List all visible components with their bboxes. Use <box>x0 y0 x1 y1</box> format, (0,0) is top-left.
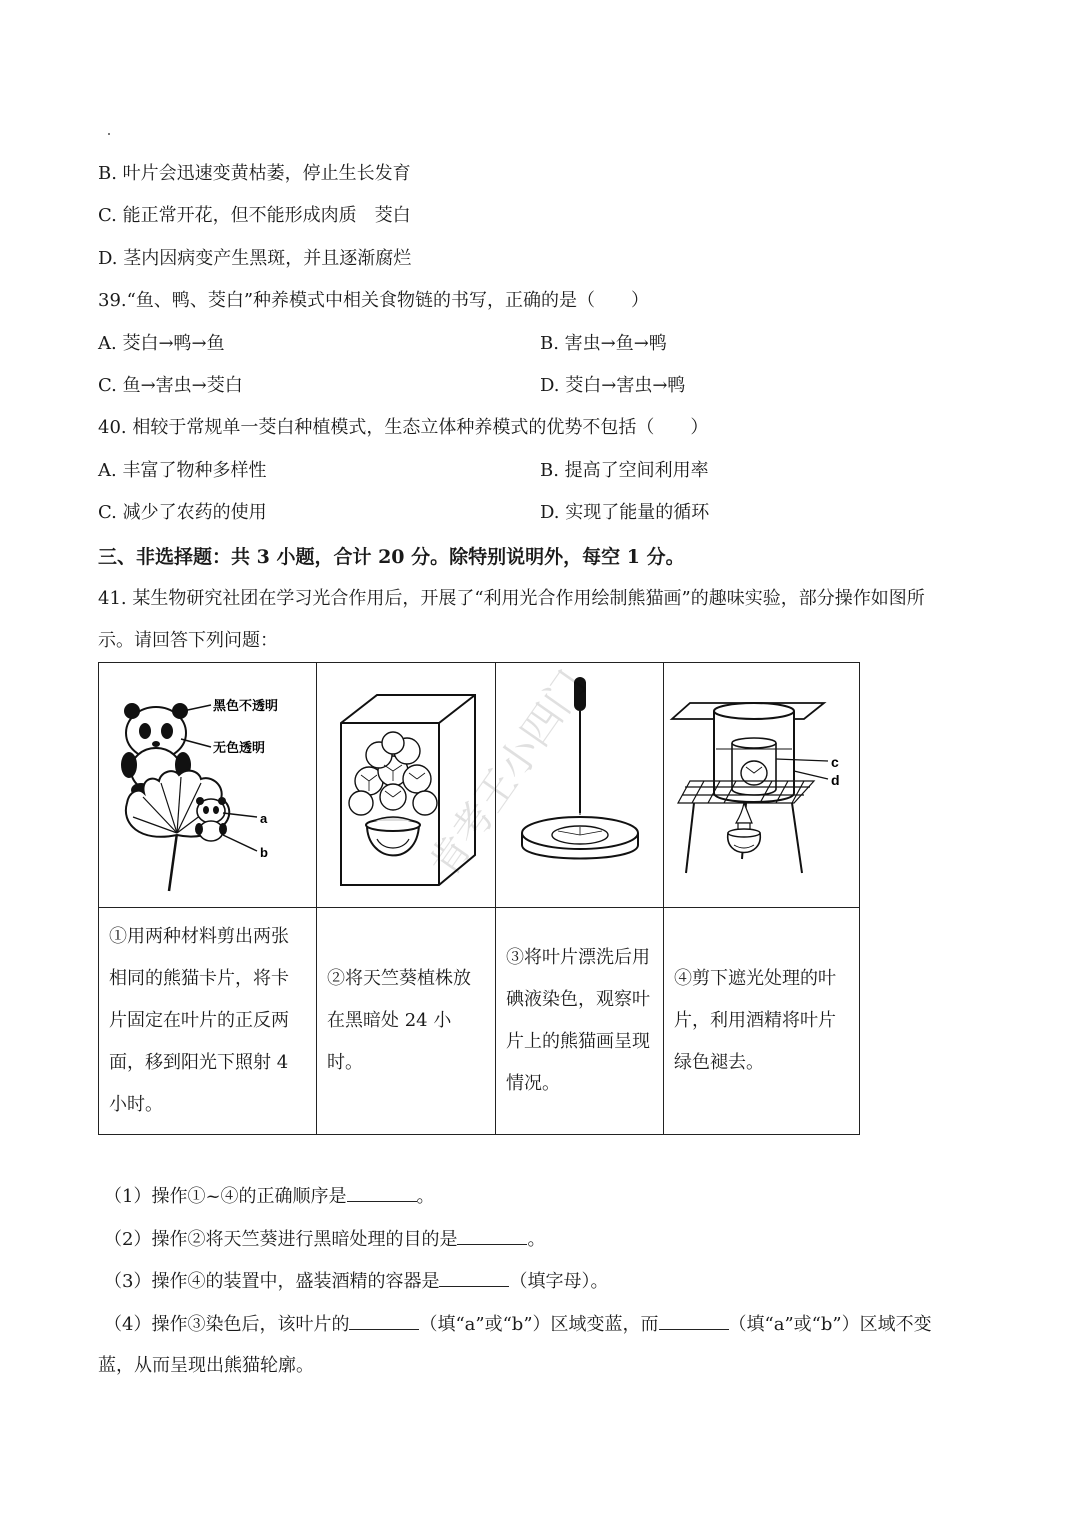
q41-sub-3-suffix: （填字母）。 <box>509 1271 609 1292</box>
q41-sub-4-suffix: （填“a”或“b”）区域不变 <box>728 1314 932 1335</box>
step-1-text: ①用两种材料剪出两张相同的熊猫卡片，将卡片固定在叶片的正反两面，移到阳光下照射 4 小时。 <box>99 908 317 1135</box>
q39-option-c[interactable]: C. 鱼→害虫→茭白 <box>98 375 243 396</box>
q40-option-d[interactable]: D. 实现了能量的循环 <box>540 502 710 523</box>
figure-alcohol-bath <box>664 663 860 908</box>
answer-blank-3[interactable] <box>439 1268 509 1287</box>
experiment-table <box>98 662 860 1135</box>
answer-blank-1[interactable] <box>347 1183 417 1202</box>
figure-iodine-staining <box>496 663 664 908</box>
step-2-text: ②将天竺葵植株放在黑暗处 24 小时。 <box>317 908 496 1135</box>
q40-option-c[interactable]: C. 减少了农药的使用 <box>98 502 267 523</box>
q41-sub-3 <box>104 1268 608 1294</box>
q41-stem-line2: 示。请回答下列问题： <box>98 630 278 651</box>
q39-option-a[interactable]: A. 茭白→鸭→鱼 <box>98 333 225 354</box>
q41-sub-2-suffix: 。 <box>527 1229 546 1250</box>
figure-dark-box-plant <box>317 663 496 908</box>
q41-stem-line1: 41. 某生物研究社团在学习光合作用后，开展了“利用光合作用绘制熊猫画”的趣味实验，部分操作如图所 <box>98 588 925 609</box>
q41-sub-2 <box>104 1226 545 1252</box>
q41-sub-4-middle: （填“a”或“b”）区域变蓝，而 <box>419 1314 659 1335</box>
label-b: b <box>260 845 268 860</box>
q41-sub-4 <box>104 1311 932 1337</box>
watermark-text: 肯考王小四门 <box>420 662 596 886</box>
q41-sub-2-prompt: （2）操作②将天竺葵进行黑暗处理的目的是 <box>104 1229 458 1250</box>
q41-sub-1-suffix: 。 <box>416 1186 435 1207</box>
q38-option-b[interactable]: B. 叶片会迅速变黄枯萎，停止生长发育 <box>98 163 411 184</box>
label-black-opaque: 黑色不透明 <box>213 698 279 713</box>
q38-option-d[interactable]: D. 茎内因病变产生黑斑，并且逐渐腐烂 <box>98 248 412 269</box>
label-c: c <box>831 754 839 770</box>
q39-option-b[interactable]: B. 害虫→鱼→鸭 <box>540 333 667 354</box>
q38-option-c[interactable]: C. 能正常开花，但不能形成肉质 茭白 <box>98 205 411 226</box>
answer-blank-4b[interactable] <box>659 1311 729 1330</box>
label-d: d <box>831 772 840 788</box>
step-3-text: ③将叶片漂洗后用碘液染色，观察叶片上的熊猫画呈现情况。 <box>496 908 664 1135</box>
answer-blank-4a[interactable] <box>349 1311 419 1330</box>
q40-stem: 40. 相较于常规单一茭白种植模式，生态立体种养模式的优势不包括（ ） <box>98 417 709 438</box>
label-a: a <box>260 811 268 826</box>
scan-speck <box>108 133 110 135</box>
label-clear-transparent: 无色透明 <box>213 740 266 755</box>
q41-sub-1 <box>104 1183 435 1209</box>
q41-sub-4-prompt: （4）操作③染色后，该叶片的 <box>104 1314 350 1335</box>
figure-panda-cards <box>99 663 317 908</box>
q39-stem: 39.“鱼、鸭、茭白”种养模式中相关食物链的书写，正确的是（ ） <box>98 290 650 311</box>
q41-sub-1-prompt: （1）操作①~④的正确顺序是 <box>104 1186 347 1207</box>
q41-sub-4-line2: 蓝，从而呈现出熊猫轮廓。 <box>98 1355 314 1376</box>
q39-option-d[interactable]: D. 茭白→害虫→鸭 <box>540 375 686 396</box>
section-3-heading: 三、非选择题：共 3 小题，合计 20 分。除特别说明外，每空 1 分。 <box>98 546 685 568</box>
q41-sub-3-prompt: （3）操作④的装置中，盛装酒精的容器是 <box>104 1271 440 1292</box>
q40-option-a[interactable]: A. 丰富了物种多样性 <box>98 460 267 481</box>
step-4-text: ④剪下遮光处理的叶片，利用酒精将叶片绿色褪去。 <box>664 908 860 1135</box>
answer-blank-2[interactable] <box>457 1226 527 1245</box>
q40-option-b[interactable]: B. 提高了空间利用率 <box>540 460 709 481</box>
